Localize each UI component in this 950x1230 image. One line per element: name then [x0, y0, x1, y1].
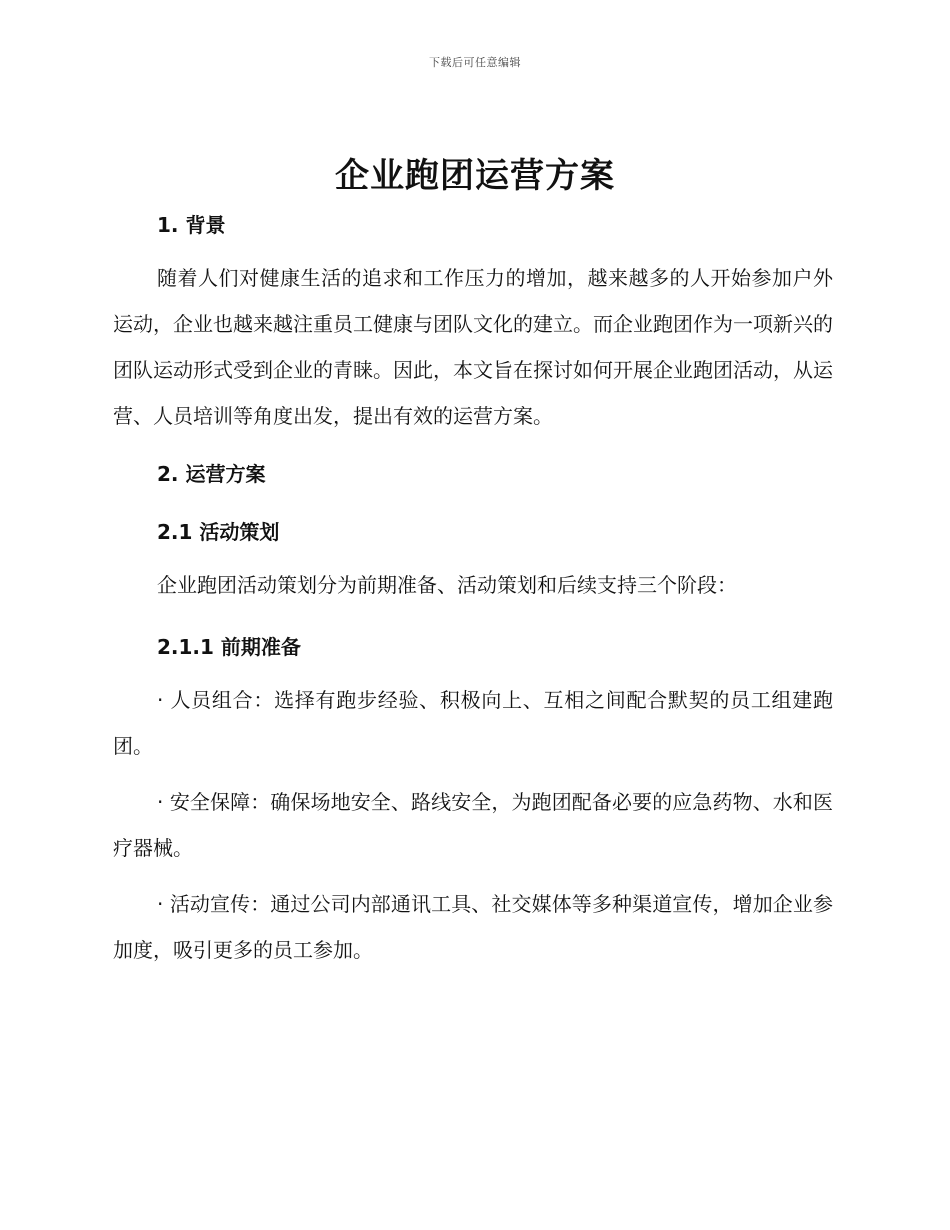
section-heading-operation-plan: 2. 运营方案: [157, 462, 266, 486]
document-title: 企业跑团运营方案: [335, 156, 615, 196]
background-paragraph: 随着人们对健康生活的追求和工作压力的增加，越来越多的人开始参加户外运动，企业也越来越注重员工健康与团队文化的建立。而企业跑团作为一项新兴的团队运动形式受到企业的青睐。因此，本文旨在探讨如何开展企业跑团活动，从运营、人员培训等角度出发，提出有效的运营方案。: [113, 266, 833, 428]
header-note: 下载后可任意编辑: [429, 56, 521, 69]
bullet-item-personnel: · 人员组合：选择有跑步经验、积极向上、互相之间配合默契的员工组建跑团。: [113, 688, 833, 758]
section-heading-background: 1. 背景: [157, 213, 226, 237]
section-heading-preparation: 2.1.1 前期准备: [157, 635, 301, 659]
activity-paragraph: 企业跑团活动策划分为前期准备、活动策划和后续支持三个阶段：: [157, 573, 737, 597]
bullet-item-safety: · 安全保障：确保场地安全、路线安全，为跑团配备必要的应急药物、水和医疗器械。: [113, 790, 833, 860]
section-heading-activity-planning: 2.1 活动策划: [157, 520, 280, 544]
bullet-item-promotion: · 活动宣传：通过公司内部通讯工具、社交媒体等多种渠道宣传，增加企业参加度，吸引更多的员工参加。: [113, 892, 833, 962]
